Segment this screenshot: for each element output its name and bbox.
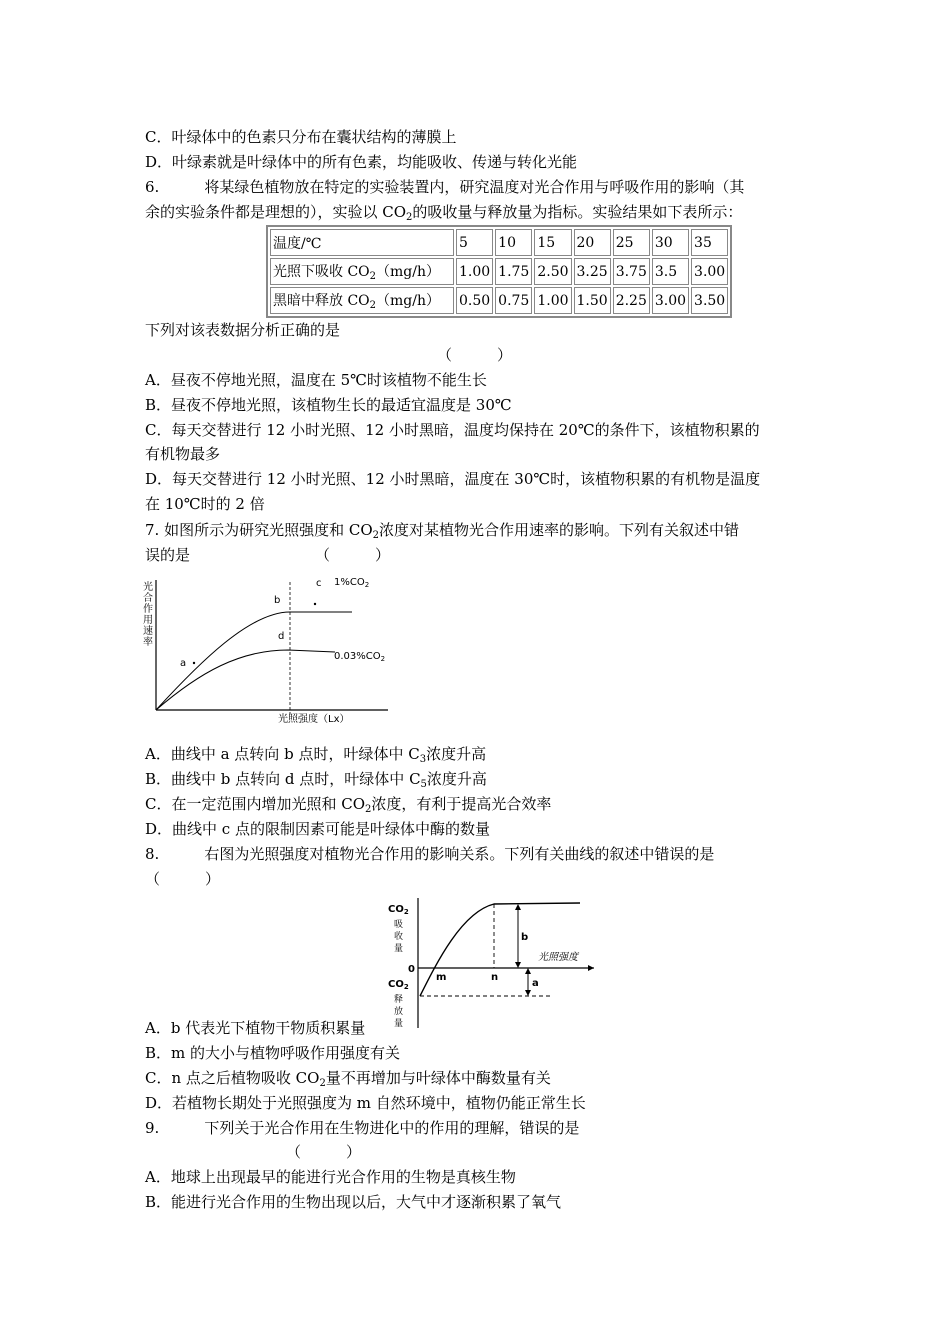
q7-option-a: A．曲线中 a 点转向 b 点时，叶绿体中 $C_3$浓度升高 bbox=[145, 745, 487, 765]
table-header-cell: 15 bbox=[534, 229, 571, 256]
q7-stem-text1b: 浓度对某植物光合作用速率的影响。下列有关叙述中错 bbox=[379, 521, 740, 539]
q8-figure bbox=[382, 892, 602, 1032]
q8-option-a: A．b 代表光下植物干物质积累量 bbox=[145, 1019, 366, 1037]
co2-top-char: 量 bbox=[394, 944, 404, 954]
y-label-char: 合 bbox=[143, 593, 153, 604]
q8-stem bbox=[145, 844, 714, 864]
q8-stem-text: 右图为光照强度对植物光合作用的影响关系。下列有关曲线的叙述中错误的是 bbox=[204, 845, 715, 863]
y-label-char: 作 bbox=[143, 604, 153, 615]
table-header-cell: 25 bbox=[613, 229, 650, 256]
label-1pct-co2: $1\%CO_2$ bbox=[334, 577, 370, 589]
q6-stem-sub: 2 bbox=[406, 212, 413, 223]
x-axis-label: 光照强度（Lx） bbox=[278, 714, 350, 725]
table-header-cell: 30 bbox=[652, 229, 689, 256]
table-cell: 0.50 bbox=[456, 287, 493, 314]
n-label: n bbox=[491, 972, 499, 983]
q6-number: 6. bbox=[145, 178, 160, 196]
label-a: a bbox=[180, 658, 187, 669]
q8-option-d: D．若植物长期处于光照强度为 m 自然环境中，植物仍能正常生长 bbox=[145, 1094, 586, 1112]
q6-option-d-line2: 在 10℃时的 2 倍 bbox=[145, 495, 265, 513]
q8-number: 8. bbox=[145, 845, 160, 863]
table-cell: 3.00 bbox=[691, 258, 728, 285]
q6-option-d-line1: D．每天交替进行 12 小时光照、12 小时黑暗，温度在 30℃时，该植物积累的有机物是温度 bbox=[145, 470, 761, 488]
q9-number: 9. bbox=[145, 1119, 160, 1137]
q6-option-a: A．昼夜不停地光照，温度在 5℃时该植物不能生长 bbox=[145, 371, 487, 389]
table-header-cell: 20 bbox=[574, 229, 611, 256]
q7-stem-sub: 2 bbox=[372, 530, 379, 541]
q6-stem-text1: 将某绿色植物放在特定的实验装置内，研究温度对光合作用与呼吸作用的影响（其 bbox=[204, 178, 745, 196]
co2-bottom-label: $CO_2$ bbox=[388, 979, 409, 991]
co2-bottom-char: 释 bbox=[394, 995, 404, 1005]
y-label-char: 用 bbox=[143, 615, 153, 626]
table-header-cell: 10 bbox=[495, 229, 532, 256]
label-d: d bbox=[278, 631, 285, 642]
b-arrow-head-top bbox=[515, 904, 521, 910]
q6-option-c-line2: 有机物最多 bbox=[145, 445, 221, 463]
table-row-label: 黑暗中释放 $CO_2(mg/h)$ bbox=[270, 287, 454, 314]
co2-top-char: 收 bbox=[394, 932, 404, 942]
q6-stem-text2b: 的吸收量与释放量为指标。实验结果如下表所示： bbox=[412, 203, 743, 221]
q6-option-b: B．昼夜不停地光照，该植物生长的最适宜温度是 30℃ bbox=[145, 396, 512, 414]
q7-option-d: D．曲线中 c 点的限制因素可能是叶绿体中酶的数量 bbox=[145, 820, 490, 838]
label-c: c bbox=[316, 578, 322, 589]
q9-option-b: B．能进行光合作用的生物出现以后，大气中才逐渐积累了氧气 bbox=[145, 1193, 562, 1211]
table-row bbox=[270, 258, 728, 285]
table-cell: 2.25 bbox=[613, 287, 650, 314]
q9-option-a: A．地球上出现最早的能进行光合作用的生物是真核生物 bbox=[145, 1168, 516, 1186]
table-header-cell: 35 bbox=[691, 229, 728, 256]
a-label: a bbox=[532, 978, 539, 989]
q9-stem bbox=[145, 1118, 579, 1138]
b-label: b bbox=[521, 932, 529, 943]
q7-stem-text1a: 7. 如图所示为研究光照强度和 CO bbox=[145, 521, 373, 539]
y-label-char: 光 bbox=[143, 582, 153, 593]
table-cell: 3.25 bbox=[574, 258, 611, 285]
q6-data-table bbox=[266, 225, 732, 318]
q8-option-c: C．n 点之后植物吸收 $CO_2$量不再增加与叶绿体中酶数量有关 bbox=[145, 1069, 551, 1089]
table-cell: 0.75 bbox=[495, 287, 532, 314]
point-c bbox=[314, 603, 316, 605]
point-a bbox=[193, 662, 195, 664]
co2-top-char: 吸 bbox=[394, 920, 404, 930]
co2-top-label: $CO_2$ bbox=[388, 904, 409, 916]
q6-option-c-line1: C．每天交替进行 12 小时光照、12 小时黑暗，温度均保持在 20℃的条件下，该植物积累的 bbox=[145, 421, 760, 439]
q5-option-c: C．叶绿体中的色素只分布在囊状结构的薄膜上 bbox=[145, 128, 457, 146]
label-b: b bbox=[274, 595, 281, 606]
table-cell: 3.75 bbox=[613, 258, 650, 285]
q6-stem-text2a: 余的实验条件都是理想的），实验以 CO bbox=[145, 203, 407, 221]
q9-stem-text: 下列关于光合作用在生物进化中的作用的理解，错误的是 bbox=[204, 1119, 580, 1137]
m-label: m bbox=[436, 972, 447, 983]
co2-bottom-char: 放 bbox=[394, 1007, 404, 1017]
co2-bottom-char: 量 bbox=[394, 1019, 404, 1029]
q8-answer-paren: （ ） bbox=[145, 870, 221, 888]
q7-answer-paren: （ ） bbox=[315, 546, 391, 564]
q7-option-b: B．曲线中 b 点转向 d 点时，叶绿体中 $C_5$浓度升高 bbox=[145, 770, 487, 790]
table-header-cell: 温度/℃ bbox=[270, 229, 454, 256]
table-cell: 1.50 bbox=[574, 287, 611, 314]
q9-answer-paren: （ ） bbox=[286, 1143, 362, 1161]
q6-answer-paren: （ ） bbox=[437, 346, 513, 364]
x-axis-arrow bbox=[588, 965, 594, 971]
y-label-char: 速 bbox=[143, 626, 153, 637]
q7-figure bbox=[140, 572, 400, 732]
q5-option-d: D．叶绿素就是叶绿体中的所有色素，均能吸收、传递与转化光能 bbox=[145, 153, 578, 171]
table-cell: 1.75 bbox=[495, 258, 532, 285]
q6-stem-line1 bbox=[145, 177, 744, 197]
table-cell: 3.50 bbox=[691, 287, 728, 314]
q7-stem-text2: 误的是 bbox=[145, 546, 191, 564]
a-arrow-head-top bbox=[525, 968, 531, 974]
x-axis-label: 光照强度 bbox=[538, 952, 578, 963]
q8-option-b: B．m 的大小与植物呼吸作用强度有关 bbox=[145, 1044, 401, 1062]
table-cell: 3.00 bbox=[652, 287, 689, 314]
table-row bbox=[270, 287, 728, 314]
table-row bbox=[270, 229, 728, 256]
q7-option-c: C．在一定范围内增加光照和 $CO_2$浓度，有利于提高光合效率 bbox=[145, 795, 552, 815]
table-row-label: 光照下吸收 $CO_2(mg/h)$ bbox=[270, 258, 454, 285]
table-cell: 3.5 bbox=[652, 258, 689, 285]
y-label-char: 率 bbox=[143, 637, 153, 648]
q7-stem-line1 bbox=[145, 520, 739, 546]
table-cell: 1.00 bbox=[534, 287, 571, 314]
table-header-cell: 5 bbox=[456, 229, 493, 256]
table-cell: 2.50 bbox=[534, 258, 571, 285]
b-arrow-head-bottom bbox=[515, 962, 521, 968]
a-arrow-head-bottom bbox=[525, 990, 531, 996]
table-cell: 1.00 bbox=[456, 258, 493, 285]
q6-question: 下列对该表数据分析正确的是 bbox=[145, 321, 341, 339]
origin-label: 0 bbox=[408, 964, 415, 975]
label-003pct-co2: $0.03\%CO_2$ bbox=[334, 651, 386, 663]
q7-stem-line2 bbox=[145, 545, 390, 565]
